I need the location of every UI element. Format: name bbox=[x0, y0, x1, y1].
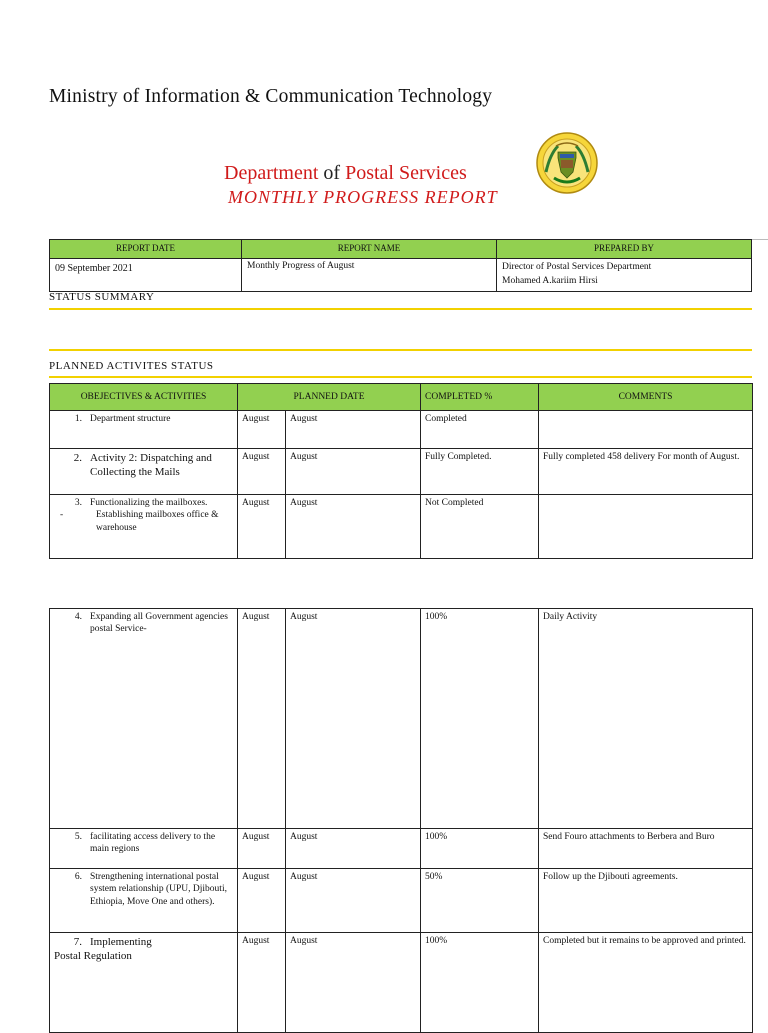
dept-of: of bbox=[318, 162, 346, 184]
activity-cell: 2. Activity 2: Dispatching and Collecting the Mails bbox=[50, 449, 238, 495]
completed-value: Fully Completed. bbox=[421, 449, 539, 495]
status-summary-heading: STATUS SUMMARY bbox=[49, 291, 155, 303]
planned-start: August bbox=[238, 411, 286, 449]
header-prepared-by: PREPARED BY bbox=[497, 240, 752, 259]
planned-end: August bbox=[286, 411, 421, 449]
table-row bbox=[50, 609, 753, 829]
header-objectives: OBEJECTIVES & ACTIVITIES bbox=[50, 384, 238, 411]
divider bbox=[49, 376, 752, 378]
planned-end: August bbox=[286, 609, 421, 829]
prepared-by-title: Director of Postal Services Department bbox=[502, 262, 652, 272]
comment-value: Fully completed 458 delivery For month of August. bbox=[539, 449, 753, 495]
comment-value bbox=[539, 411, 753, 449]
planned-start: August bbox=[238, 933, 286, 1033]
completed-value: 100% bbox=[421, 829, 539, 869]
activities-table bbox=[49, 383, 753, 559]
report-date-value: 09 September 2021 bbox=[50, 259, 242, 292]
comment-value bbox=[539, 495, 753, 559]
page-edge-rule bbox=[752, 239, 768, 240]
planned-start: August bbox=[238, 609, 286, 829]
completed-value: 50% bbox=[421, 869, 539, 933]
activity-cell: 5. facilitating access delivery to the main regions bbox=[50, 829, 238, 869]
activity-cell: 3. Functionalizing the mailboxes. - Establishing mailboxes office & warehouse bbox=[50, 495, 238, 559]
table-row bbox=[50, 829, 753, 869]
planned-end: August bbox=[286, 495, 421, 559]
comment-value: Follow up the Djibouti agreements. bbox=[539, 869, 753, 933]
activity-cell: 1. Department structure bbox=[50, 411, 238, 449]
activity-cell: 7. Implementing Postal Regulation bbox=[50, 933, 238, 1033]
coat-of-arms-seal-icon bbox=[536, 132, 598, 194]
comment-value: Daily Activity bbox=[539, 609, 753, 829]
planned-end: August bbox=[286, 869, 421, 933]
ministry-title: Ministry of Information & Communication Technology bbox=[49, 86, 493, 107]
planned-end: August bbox=[286, 933, 421, 1033]
table-row bbox=[50, 869, 753, 933]
completed-value: Completed bbox=[421, 411, 539, 449]
planned-end: August bbox=[286, 829, 421, 869]
divider bbox=[49, 308, 752, 310]
department-title bbox=[224, 162, 467, 185]
planned-start: August bbox=[238, 829, 286, 869]
completed-value: 100% bbox=[421, 609, 539, 829]
table-row bbox=[50, 449, 753, 495]
report-info-table bbox=[49, 239, 752, 292]
completed-value: 100% bbox=[421, 933, 539, 1033]
prepared-by-person: Mohamed A.kariim Hirsi bbox=[502, 276, 598, 286]
planned-start: August bbox=[238, 449, 286, 495]
comment-value: Send Fouro attachments to Berbera and Buro bbox=[539, 829, 753, 869]
dept-word: Department bbox=[224, 162, 319, 184]
header-report-name: REPORT NAME bbox=[242, 240, 497, 259]
completed-value: Not Completed bbox=[421, 495, 539, 559]
prepared-by-value bbox=[497, 259, 752, 292]
table-row bbox=[50, 411, 753, 449]
comment-value: Completed but it remains to be approved and printed. bbox=[539, 933, 753, 1033]
activities-table-continued bbox=[49, 608, 753, 1033]
table-row bbox=[50, 495, 753, 559]
header-comments: COMMENTS bbox=[539, 384, 753, 411]
planned-status-heading: PLANNED ACTIVITES STATUS bbox=[49, 360, 214, 372]
header-report-date: REPORT DATE bbox=[50, 240, 242, 259]
divider bbox=[49, 349, 752, 351]
report-name-value: Monthly Progress of August bbox=[242, 259, 497, 292]
activity-cell: 4. Expanding all Government agencies postal Service- bbox=[50, 609, 238, 829]
table-row bbox=[50, 933, 753, 1033]
header-completed: COMPLETED % bbox=[421, 384, 539, 411]
planned-start: August bbox=[238, 869, 286, 933]
report-subtitle: MONTHLY PROGRESS REPORT bbox=[228, 187, 498, 207]
dept-name: Postal Services bbox=[345, 162, 467, 184]
planned-end: August bbox=[286, 449, 421, 495]
planned-start: August bbox=[238, 495, 286, 559]
activity-cell: 6. Strengthening international postal system relationship (UPU, Djibouti, Ethiopia, Move One and others). bbox=[50, 869, 238, 933]
header-planned-date: PLANNED DATE bbox=[238, 384, 421, 411]
